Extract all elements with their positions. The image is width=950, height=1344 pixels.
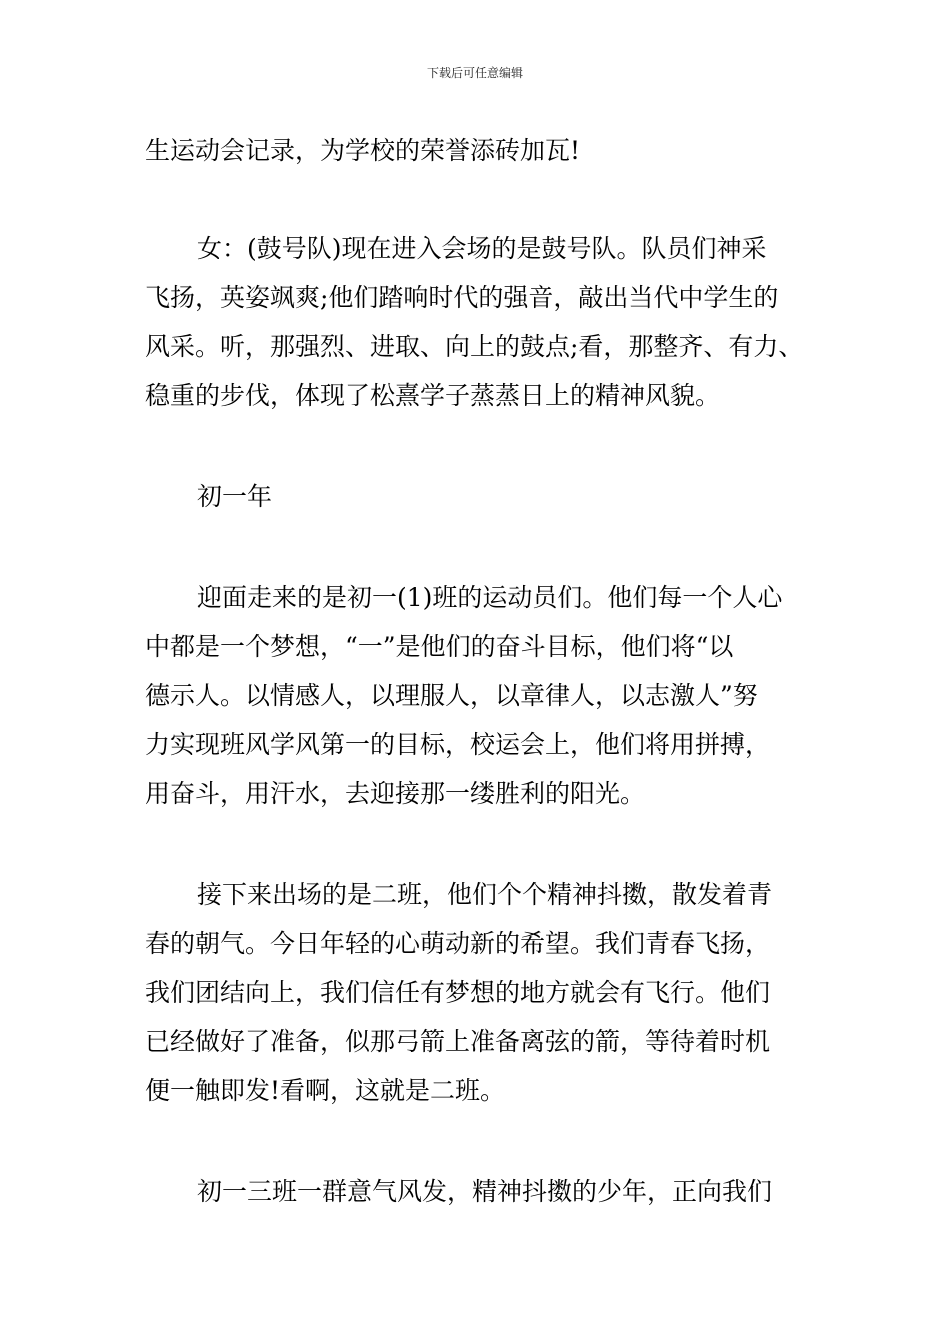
- paragraph-5-line-1: 初一三班一群意气风发，精神抖擞的少年，正向我们: [197, 1177, 773, 1206]
- paragraph-4-line-3: 我们团结向上，我们信任有梦想的地方就会有飞行。他们: [145, 978, 771, 1007]
- paragraph-3-line-2: 中都是一个梦想，“一”是他们的奋斗目标，他们将“以: [145, 632, 734, 661]
- paragraph-3-line-5: 用奋斗，用汗水，去迎接那一缕胜利的阳光。: [145, 779, 646, 808]
- page-header-note: 下载后可任意编辑: [426, 66, 523, 80]
- paragraph-2-line-4: 稳重的步伐，体现了松熹学子蒸蒸日上的精神风貌。: [145, 381, 721, 410]
- paragraph-4-line-1: 接下来出场的是二班，他们个个精神抖擞，散发着青: [197, 880, 773, 909]
- paragraph-4-line-5: 便一触即发!看啊，这就是二班。: [145, 1076, 506, 1105]
- section-heading-grade-1: 初一年: [197, 482, 273, 511]
- paragraph-3-line-3: 德示人。以情感人，以理服人，以章律人，以志激人”努: [145, 681, 758, 710]
- paragraph-3-line-1: 迎面走来的是初一(1)班的运动员们。他们每一个人心: [197, 583, 783, 612]
- paragraph-1-line-1: 生运动会记录，为学校的荣誉添砖加瓦!: [145, 136, 581, 165]
- paragraph-3-line-4: 力实现班风学风第一的目标，校运会上，他们将用拼搏，: [145, 730, 771, 759]
- paragraph-2-line-3: 风采。听，那强烈、进取、向上的鼓点;看，那整齐、有力、: [145, 332, 804, 361]
- paragraph-4-line-4: 已经做好了准备，似那弓箭上准备离弦的箭，等待着时机: [145, 1027, 771, 1056]
- paragraph-4-line-2: 春的朝气。今日年轻的心萌动新的希望。我们青春飞扬，: [145, 929, 771, 958]
- paragraph-2-line-2: 飞扬，英姿飒爽;他们踏响时代的强音，敲出当代中学生的: [145, 283, 779, 312]
- paragraph-2-line-1: 女：(鼓号队)现在进入会场的是鼓号队。队员们神采: [197, 234, 767, 263]
